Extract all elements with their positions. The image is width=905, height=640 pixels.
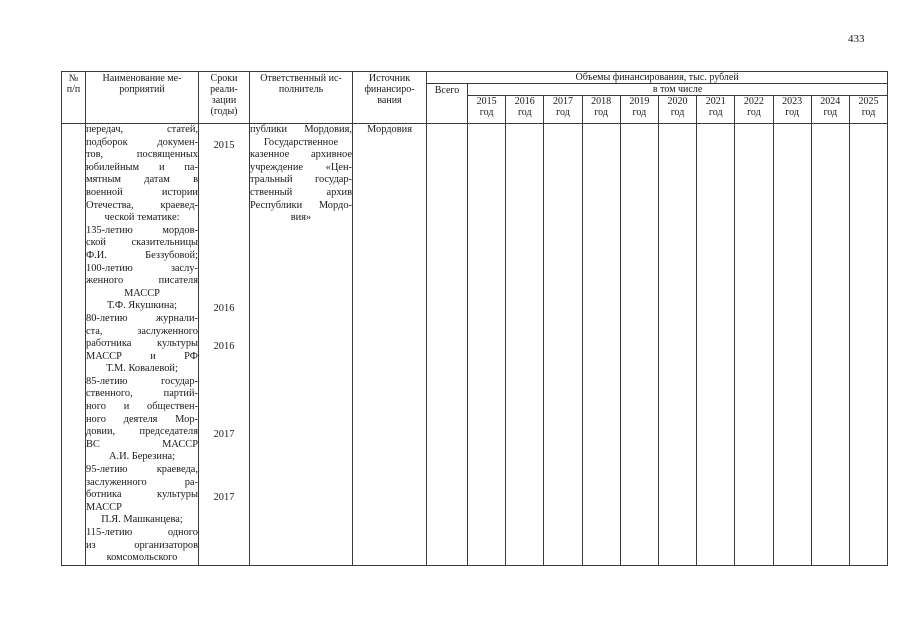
cell-name [86,124,199,566]
cell-terms [199,124,250,566]
year-2024: 2024 год [811,96,849,124]
term-year: 2017 [213,492,235,504]
header-total: Всего [427,84,468,124]
executor-line: Государственное [263,136,339,148]
term-year: 2015 [213,139,235,151]
name-line: юбилейным и па- [86,161,198,173]
header-terms: Сроки реали- зации (годы) [199,72,250,124]
name-line: МАССР и РФ [86,350,198,362]
name-line: Ф.И. Беззубовой; [86,249,198,261]
name-line: ного и обществен- [86,401,198,413]
year-2018: 2018 год [582,96,620,124]
executor-line: публики Мордовия, [250,124,352,135]
name-line: 115-летию одного [86,527,198,538]
executor-line: Республики Мордо- [250,199,352,211]
name-line: передач, статей, [86,124,198,135]
cell-2024 [811,124,849,566]
name-line: ного деятеля Мор- [86,413,198,425]
name-line: 80-летию журнали- [86,312,198,324]
executor-line: тральный государ- [250,174,352,186]
name-line: мятным датам в [86,174,198,186]
cell-2022 [735,124,773,566]
cell-2018 [582,124,620,566]
year-2016: 2016 год [506,96,544,124]
cell-2021 [697,124,735,566]
name-line: Т.М. Ковалевой; [106,363,178,375]
cell-2023 [773,124,811,566]
cell-2017 [544,124,582,566]
header-executor: Ответственный ис- полнитель [250,72,353,124]
financing-table [61,71,888,566]
name-line: женного писателя [86,275,198,287]
name-line: А.И. Березина; [108,451,176,463]
name-line: довии, председателя [86,426,198,438]
header-including: в том числе [468,84,888,96]
name-line: подборок докумен- [86,136,198,148]
header-name: Наименование ме- роприятий [86,72,199,124]
name-line: 95-летию краеведа, [86,464,198,476]
name-line: 135-летию мордов- [86,224,198,236]
cell-total [427,124,468,566]
header-volumes: Объемы финансирования, тыс. рублей [427,72,888,84]
name-line: ста, заслуженного [86,325,198,337]
cell-executor [250,124,353,566]
executor-line: казенное архивное [250,149,352,161]
name-line: П.Я. Машканцева; [101,514,183,526]
cell-source: Мордовия [353,124,427,566]
cell-2016 [506,124,544,566]
name-line: работника культуры [86,338,198,350]
name-line: ской сказительницы [86,237,198,249]
year-2017: 2017 год [544,96,582,124]
name-line: ческой тематике: [104,212,180,224]
name-line: комсомольского [106,552,178,564]
cell-2020 [658,124,696,566]
year-2025: 2025 год [849,96,887,124]
name-line: из организаторов [86,539,198,551]
executor-line: вия» [290,212,312,224]
term-year: 2016 [213,303,235,315]
year-2023: 2023 год [773,96,811,124]
name-line: военной истории [86,186,198,198]
executor-line: учреждение «Цен- [250,161,352,173]
name-line: Т.Ф. Якушкина; [106,300,177,312]
cell-2015 [468,124,506,566]
term-year: 2016 [213,341,235,353]
name-line: МАССР [124,287,160,299]
name-line: 85-летию государ- [86,375,198,387]
name-line: МАССР [86,501,122,513]
term-year: 2017 [213,429,235,441]
page-number: 433 [848,33,865,45]
header-num: № п/п [62,72,86,124]
header-source: Источник финансиро- вания [353,72,427,124]
name-line: заслуженного ра- [86,476,198,488]
name-line: ботника культуры [86,489,198,501]
year-2021: 2021 год [697,96,735,124]
executor-line: ственный архив [250,186,352,198]
name-line: 100-летию заслу- [86,262,198,274]
name-line: ВС МАССР [86,438,198,450]
name-line: тов, посвященных [86,149,198,161]
name-line: ственного, партий- [86,388,198,400]
cell-num [62,124,86,566]
name-line: Отечества, краевед- [86,199,198,211]
year-2019: 2019 год [620,96,658,124]
cell-2025 [849,124,887,566]
year-2020: 2020 год [658,96,696,124]
year-2022: 2022 год [735,96,773,124]
cell-2019 [620,124,658,566]
year-2015: 2015 год [468,96,506,124]
